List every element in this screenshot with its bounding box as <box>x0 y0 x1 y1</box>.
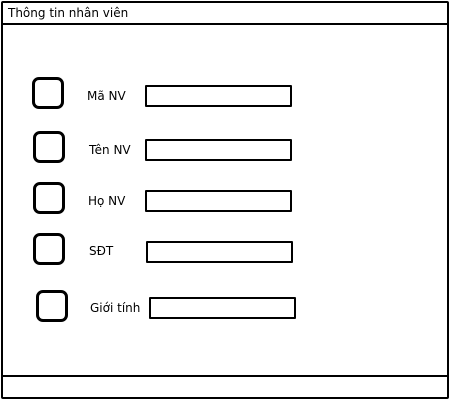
title-bar <box>3 3 447 25</box>
field-row-sdt <box>3 231 443 271</box>
field-row-gioi-tinh <box>3 287 443 327</box>
ma-nv-checkbox[interactable] <box>32 77 64 109</box>
ho-nv-input[interactable] <box>145 190 292 212</box>
employee-info-window <box>1 1 449 399</box>
gioi-tinh-checkbox[interactable] <box>36 290 68 322</box>
status-bar <box>3 375 447 399</box>
gioi-tinh-input[interactable] <box>149 297 296 319</box>
ma-nv-input[interactable] <box>145 85 292 107</box>
field-row-ma-nv <box>3 75 443 115</box>
ten-nv-label: Tên NV <box>89 143 131 157</box>
sdt-checkbox[interactable] <box>33 233 65 265</box>
field-row-ho-nv <box>3 180 443 220</box>
ho-nv-label: Họ NV <box>88 194 126 208</box>
ten-nv-checkbox[interactable] <box>33 131 65 163</box>
ho-nv-checkbox[interactable] <box>33 182 65 214</box>
window-title: Thông tin nhân viên <box>8 6 129 20</box>
field-row-ten-nv <box>3 129 443 169</box>
ma-nv-label: Mã NV <box>87 89 126 103</box>
sdt-input[interactable] <box>146 241 293 263</box>
gioi-tinh-label: Giới tính <box>90 301 141 315</box>
ten-nv-input[interactable] <box>145 139 292 161</box>
sdt-label: SĐT <box>89 244 114 258</box>
